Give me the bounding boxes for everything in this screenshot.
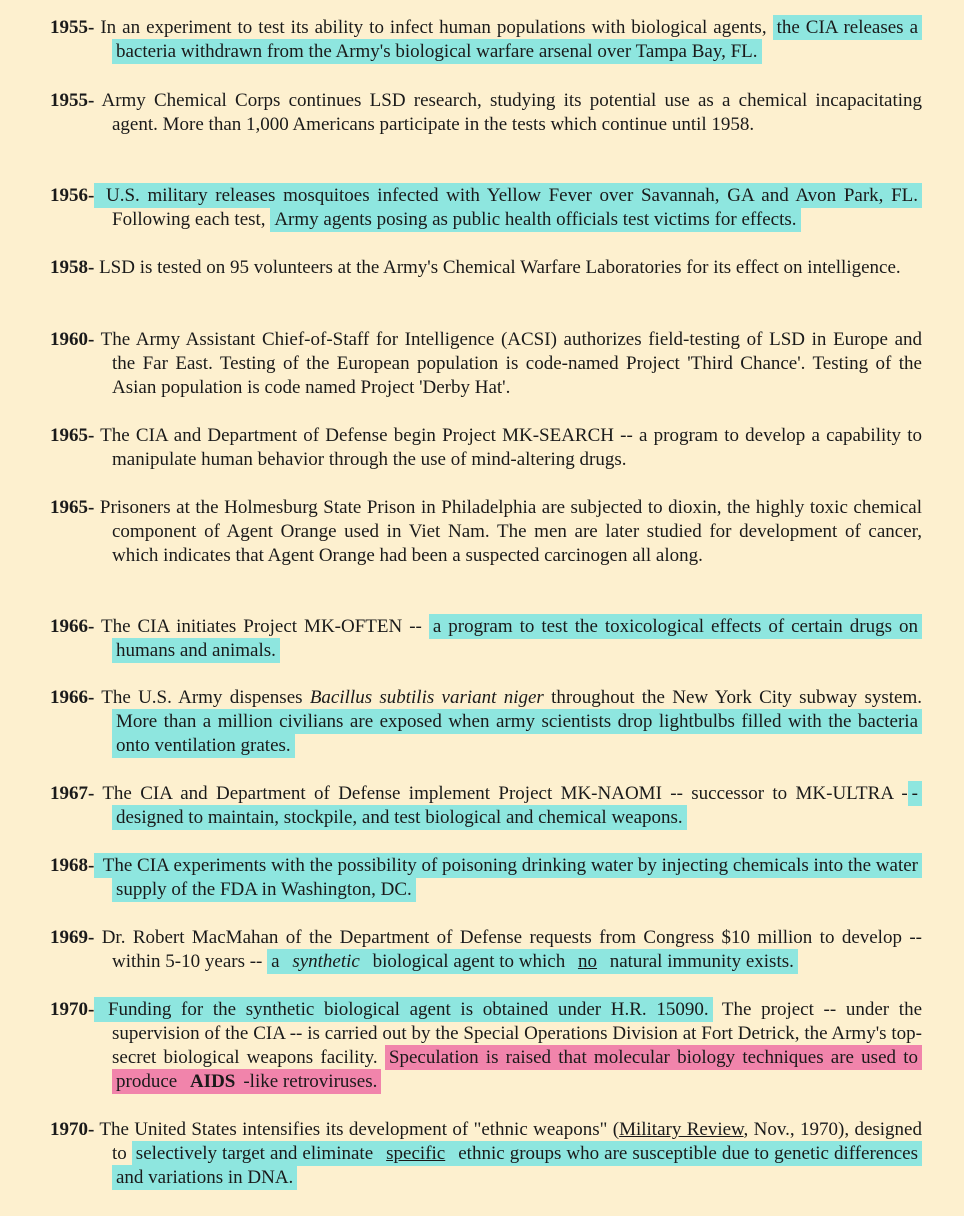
entry-text: LSD is tested on 95 volunteers at the Army's Chemical Warfare Laboratories for its effect on intelligence. — [94, 257, 901, 278]
entry-text: Military Review — [619, 1119, 744, 1140]
entry-text: The project -- under the supervision of the CIA -- is carried out by the Special Operations Division at Fort Detrick, the Army's top-secret biological weapons facility. — [112, 999, 922, 1068]
timeline-entry — [50, 89, 922, 137]
timeline-entry — [50, 424, 922, 472]
entry-year: 1968- — [50, 855, 95, 876]
entry-text: Dr. Robert MacMahan of the Department of Defense requests from Congress $10 million to develop -- within 5-10 years -- — [94, 927, 922, 972]
timeline-entry — [50, 926, 922, 974]
entry-year: 1970- — [50, 999, 95, 1020]
timeline-entry — [50, 328, 922, 400]
entry-text: The United States intensifies its development of "ethnic weapons" ( — [94, 1119, 620, 1140]
entry-year: 1960- — [50, 329, 95, 350]
entry-text: In an experiment to test its ability to infect human populations with biological agents, — [94, 17, 773, 38]
highlighted-text: synthetic — [288, 949, 364, 974]
pink-highlighted-text: AIDS — [186, 1069, 239, 1094]
timeline-entry — [50, 184, 922, 232]
entry-text: throughout the New York City subway system. — [543, 687, 922, 708]
entry-text: The CIA initiates Project MK-OFTEN -- — [94, 616, 429, 637]
entry-year: 1956- — [50, 185, 95, 206]
timeline-entry — [50, 854, 922, 902]
entry-text: Bacillus subtilis variant niger — [309, 687, 544, 708]
timeline-entry — [50, 782, 922, 830]
highlighted-text: U.S. military releases mosquitoes infected with Yellow Fever over Savannah, GA and Avon Park, FL. — [94, 183, 922, 208]
entry-text: Prisoners at the Holmesburg State Prison in Philadelphia are subjected to dioxin, the highly toxic chemical component of Agent Orange used in Viet Nam. The men are later studied for development of cancer, which indicates that Agent Orange had been a suspected carcinogen all along. — [94, 497, 922, 566]
timeline-entry — [50, 1118, 922, 1190]
timeline-entry — [50, 998, 922, 1094]
entry-text: The U.S. Army dispenses — [94, 687, 310, 708]
highlighted-text: Army agents posing as public health officials test victims for effects. — [270, 207, 800, 232]
highlighted-text: no — [574, 949, 601, 974]
entry-year: 1966- — [50, 616, 95, 637]
pink-highlighted-text: -like retroviruses. — [239, 1069, 381, 1094]
highlighted-text: - designed to maintain, stockpile, and test biological and chemical weapons. — [112, 781, 922, 830]
pink-highlighted-text: Speculation is raised that molecular biology techniques are used to produce — [112, 1045, 922, 1094]
highlighted-text: a program to test the toxicological effects of certain drugs on humans and animals. — [112, 614, 922, 663]
timeline-entry — [50, 16, 922, 64]
timeline-entry — [50, 615, 922, 663]
highlighted-text: a — [267, 949, 288, 974]
entry-year: 1965- — [50, 425, 95, 446]
entry-year: 1967- — [50, 783, 95, 804]
entry-year: 1965- — [50, 497, 95, 518]
entry-year: 1970- — [50, 1119, 95, 1140]
entry-year: 1955- — [50, 17, 95, 38]
highlighted-text: More than a million civilians are exposed when army scientists drop lightbulbs filled with the bacteria onto ventilation grates. — [112, 709, 922, 758]
entry-year: 1969- — [50, 927, 95, 948]
entry-text: The Army Assistant Chief-of-Staff for Intelligence (ACSI) authorizes field-testing of LSD in Europe and the Far East. Testing of the European population is code-named Project 'Third Chance'. Testing of the Asian population is code named Project 'Derby Hat'. — [94, 329, 922, 398]
timeline-entry — [50, 496, 922, 568]
highlighted-text: biological agent to which — [364, 949, 574, 974]
entry-year: 1958- — [50, 257, 95, 278]
entry-year: 1966- — [50, 687, 95, 708]
entry-text: The CIA and Department of Defense implement Project MK-NAOMI -- successor to MK-ULTRA - — [94, 783, 908, 804]
highlighted-text: specific — [382, 1141, 449, 1166]
timeline-entry — [50, 686, 922, 758]
highlighted-text: selectively target and eliminate — [132, 1141, 382, 1166]
highlighted-text: natural immunity exists. — [601, 949, 798, 974]
entry-text: , Nov., 1970), designed to — [112, 1119, 922, 1164]
timeline-entry — [50, 256, 922, 280]
highlighted-text: ethnic groups who are susceptible due to genetic differences and variations in DNA. — [112, 1141, 922, 1190]
entry-text: Following each test, — [112, 209, 271, 230]
highlighted-text: the CIA releases a bacteria withdrawn from the Army's biological warfare arsenal over Tampa Bay, FL. — [112, 15, 922, 64]
entry-year: 1955- — [50, 90, 95, 111]
highlighted-text: Funding for the synthetic biological agent is obtained under H.R. 15090. — [94, 997, 712, 1022]
highlighted-text: The CIA experiments with the possibility of poisoning drinking water by injecting chemicals into the water supply of the FDA in Washington, DC. — [94, 853, 922, 902]
entry-text: Army Chemical Corps continues LSD research, studying its potential use as a chemical incapacitating agent. More than 1,000 Americans participate in the tests which continue until 1958. — [94, 90, 922, 135]
entry-text: The CIA and Department of Defense begin Project MK-SEARCH -- a program to develop a capability to manipulate human behavior through the use of mind-altering drugs. — [94, 425, 922, 470]
